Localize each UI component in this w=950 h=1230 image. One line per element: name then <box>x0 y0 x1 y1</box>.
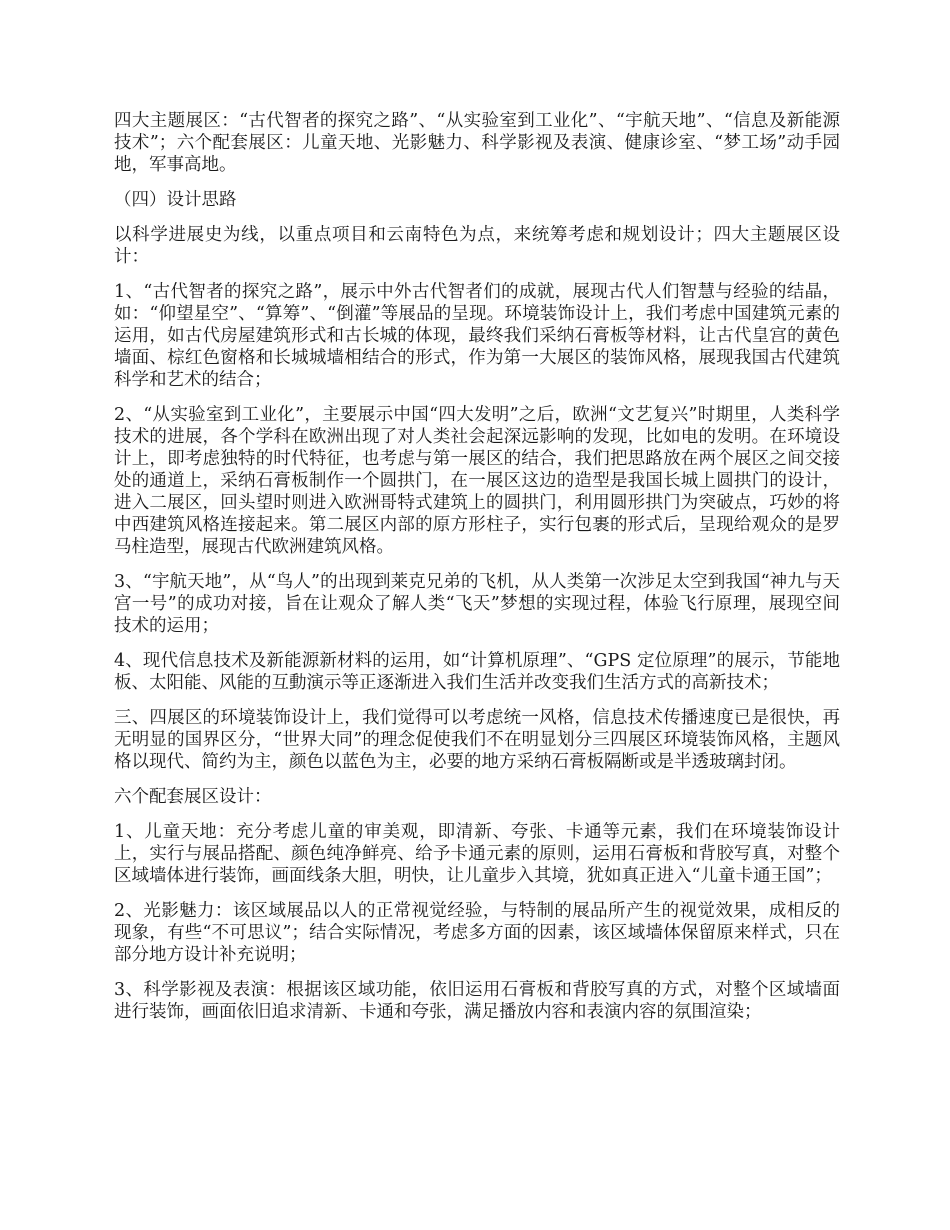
section-heading-design-idea: （四）设计思路 <box>114 190 237 210</box>
paragraph-support-1: 1、儿童天地：充分考虑儿童的审美观，即清新、夸张、卡通等元素，我们在环境装饰设计上，实行与展品搭配、颜色纯净鲜亮、给予卡通元素的原则，运用石膏板和背胶写真，对整个区域墙体进行装饰，画面线条大胆，明快，让儿童步入其境，犹如真正进入“儿童卡通王国”； <box>114 822 840 886</box>
paragraph-areas-3-4-style: 三、四展区的环境装饰设计上，我们觉得可以考虑统一风格，信息技术传播速度已是很快，再无明显的国界区分，“世界大同”的理念促使我们不在明显划分三四展区环境装饰风格，主题风格以现代、简约为主，颜色以蓝色为主，必要的地方采纳石膏板隔断或是半透玻璃封闭。 <box>114 708 840 772</box>
paragraph-design-overview: 以科学进展史为线，以重点项目和云南特色为点，来统筹考虑和规划设计；四大主题展区设计： <box>114 225 840 267</box>
paragraph-support-3: 3、科学影视及表演：根据该区域功能，依旧运用石膏板和背胶写真的方式，对整个区域墙面进行装饰，画面依旧追求清新、卡通和夸张，满足播放内容和表演内容的氛围渲染； <box>114 980 840 1022</box>
paragraph-support-2: 2、光影魅力：该区域展品以人的正常视觉经验，与特制的展品所产生的视觉效果，成相反的现象，有些“不可思议”；结合实际情况，考虑多方面的因素，该区域墙体保留原来样式，只在部分地方设计补充说明； <box>114 901 840 965</box>
document-body <box>114 110 840 1036</box>
paragraph-support-areas-heading: 六个配套展区设计： <box>114 787 272 807</box>
paragraph-theme-areas: 四大主题展区：“古代智者的探究之路”、“从实验室到工业化”、“宇航天地”、“信息及新能源技术”；六个配套展区：儿童天地、光影魅力、科学影视及表演、健康诊室、“梦工场”动手园地，军事高地。 <box>114 111 840 175</box>
paragraph-area-2: 2、“从实验室到工业化”，主要展示中国“四大发明”之后，欧洲“文艺复兴”时期里，人类科学技术的进展，各个学科在欧洲出现了对人类社会起深远影响的发现，比如电的发明。在环境设计上，即考虑独特的时代特征，也考虑与第一展区的结合，我们把思路放在两个展区之间交接处的通道上，采纳石膏板制作一个圆拱门，在一展区这边的造型是我国长城上圆拱门的设计，进入二展区，回头望时则进入欧洲哥特式建筑上的圆拱门，利用圆形拱门为突破点，巧妙的将中西建筑风格连接起来。第二展区内部的原方形柱子，实行包裹的形式后，呈现给观众的是罗马柱造型，展现古代欧洲建筑风格。 <box>114 405 840 557</box>
paragraph-area-4: 4、现代信息技术及新能源新材料的运用，如“计算机原理”、“GPS 定位原理”的展示，节能地板、太阳能、风能的互動演示等正逐渐进入我们生活并改变我们生活方式的高新技术； <box>114 651 840 693</box>
paragraph-area-3: 3、“宇航天地”，从“鸟人”的出现到莱克兄弟的飞机，从人类第一次涉足太空到我国“神九与天宫一号”的成功对接，旨在让观众了解人类“飞天”梦想的实现过程，体验飞行原理，展现空间技术的运用； <box>114 572 840 636</box>
paragraph-area-1: 1、“古代智者的探究之路”，展示中外古代智者们的成就，展现古代人们智慧与经验的结晶，如：“仰望星空”、“算筹”、“倒灌”等展品的呈现。环境装饰设计上，我们考虑中国建筑元素的运用，如古代房屋建筑形式和古长城的体现，最终我们采纳石膏板等材料，让古代皇宫的黄色墙面、棕红色窗格和长城城墙相结合的形式，作为第一大展区的装饰风格，展现我国古代建筑科学和艺术的结合； <box>114 282 840 390</box>
